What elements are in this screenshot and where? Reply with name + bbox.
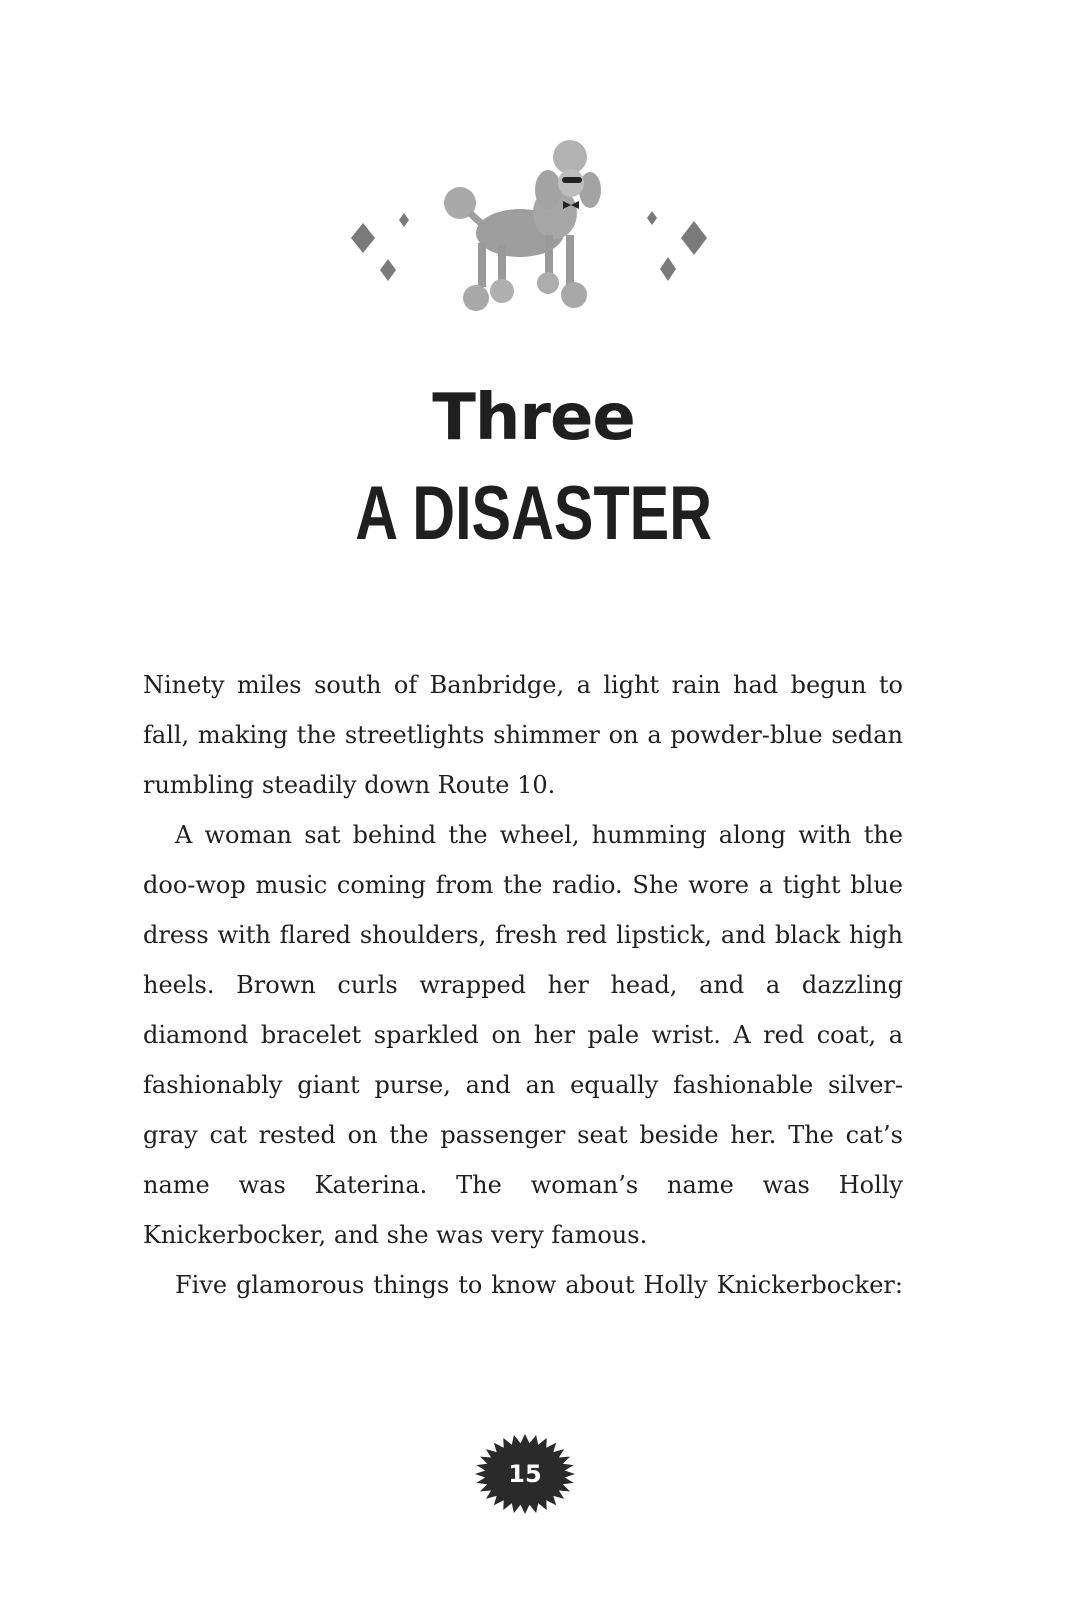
chapter-number: Three [432, 381, 635, 455]
chapter-title: A DISASTER [355, 471, 713, 556]
page-number: 15 [508, 1460, 542, 1488]
chapter-body [143, 660, 903, 1310]
poodle-ornament [0, 135, 1067, 325]
sparkle-left-icon [351, 213, 409, 281]
paragraph: A woman sat behind the wheel, humming along with the doo-wop music coming from the radio. She wore a tight blue dress with flared shoulders, fresh red lipstick, and black high heels. Brown curls wrapped her head, and a dazzling diamond bracelet sparkled on her pale wrist. A red coat, a fashionably giant purse, and an equally fashionable silver-gray cat rested on the passenger seat beside her. The cat’s name was Katerina. The woman’s name was Holly Knickerbocker, and she was very famous. [143, 821, 903, 1249]
paragraph: Ninety miles south of Banbridge, a light rain had begun to fall, making the streetlights shimmer on a powder-blue sedan rumbling steadily down Route 10. [143, 671, 903, 799]
sparkle-right-icon [647, 211, 707, 281]
paragraph: Five glamorous things to know about Holly Knickerbocker: [175, 1271, 903, 1299]
page-number-badge [473, 1432, 577, 1516]
poodle-icon [444, 140, 601, 311]
